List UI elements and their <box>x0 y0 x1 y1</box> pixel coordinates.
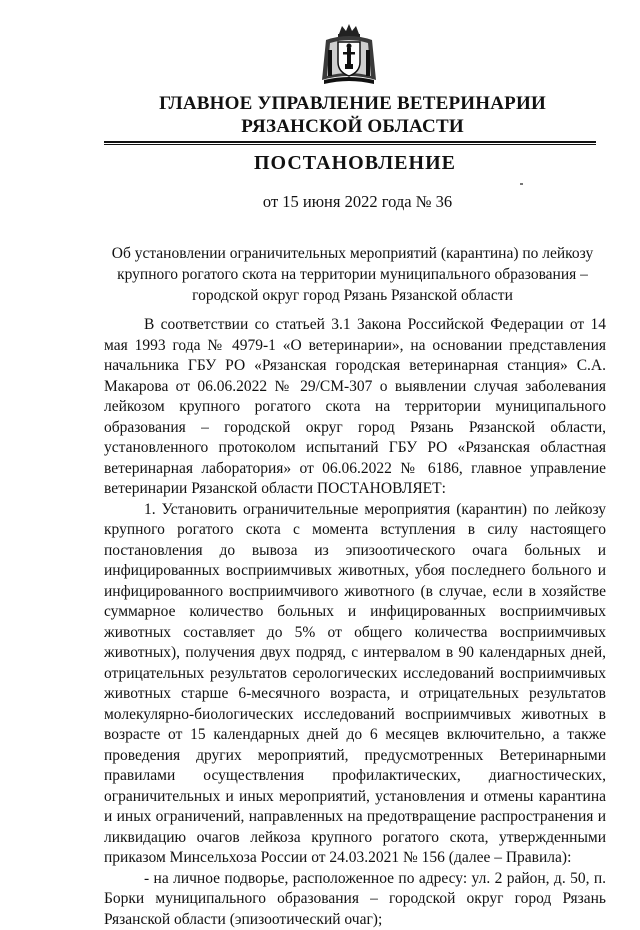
header-divider <box>104 141 596 143</box>
clause-1-address-paragraph: - на личное подворье, расположенное по адресу: ул. 2 район, д. 50, п. Борки муниципального образования – городской округ город Рязань Рязанской области (эпизоотический очаг); <box>104 869 606 930</box>
document-title: ПОСТАНОВЛЕНИЕ <box>0 152 640 175</box>
coat-of-arms-icon <box>318 22 380 88</box>
document-date-number: от 15 июня 2022 года № 36 <box>0 192 640 212</box>
clause-1-paragraph: 1. Установить ограничительные мероприятия (карантин) по лейкозу крупного рогатого скота с момента вступления в силу настоящего постановления до вывоза из эпизоотического очага больных и инфицированных восприимчивых животных, убоя последнего больного и инфицированного восприимчивого животного (в случае, если в хозяйстве суммарное количество больных и инфицированных восприимчивых животных составляет до 5% от общего количества восприимчивых животных), получения двух подряд, с интервалом в 90 календарных дней, отрицательных результатов серологических исследований восприимчивых животных старше 6-месячного возраста, и отрицательных результатов молекулярно-биологических исследований восприимчивых животных в возрасте от 15 календарных дней до 6 месяцев включительно, а также проведения других мероприятий, предусмотренных Ветеринарными правилами осуществления профилактических, диагностических, ограничительных и иных мероприятий, установления и отмены карантина и иных ограничений, направленных на предотвращение распространения и ликвидацию очагов лейкоза крупного рогатого скота, утвержденными приказом Минсельхоза России от 24.03.2021 № 156 (далее – Правила): <box>104 500 606 869</box>
scan-speck <box>520 183 523 185</box>
organization-name-line2: РЯЗАНСКОЙ ОБЛАСТИ <box>0 116 640 138</box>
document-body <box>104 315 606 930</box>
organization-name-line1: ГЛАВНОЕ УПРАВЛЕНИЕ ВЕТЕРИНАРИИ <box>0 93 640 115</box>
document-subject: Об установлении ограничительных мероприятий (карантина) по лейкозу крупного рогатого скота на территории муниципального образования – городской округ город Рязань Рязанской области <box>100 243 605 306</box>
preamble-paragraph: В соответствии со статьей 3.1 Закона Российской Федерации от 14 мая 1993 года № 4979-1 «О ветеринарии», на основании представления начальника ГБУ РО «Рязанская городская ветеринарная станция» С.А. Макарова от 06.06.2022 № 29/СМ-307 о выявлении случая заболевания лейкозом крупного рогатого скота на территории муниципального образования – городской округ город Рязань Рязанской области, установленного протоколом испытаний ГБУ РО «Рязанская областная ветеринарная лаборатория» от 06.06.2022 № 6186, главное управление ветеринарии Рязанской области ПОСТАНОВЛЯЕТ: <box>104 315 606 500</box>
header-divider-thin <box>104 144 596 145</box>
